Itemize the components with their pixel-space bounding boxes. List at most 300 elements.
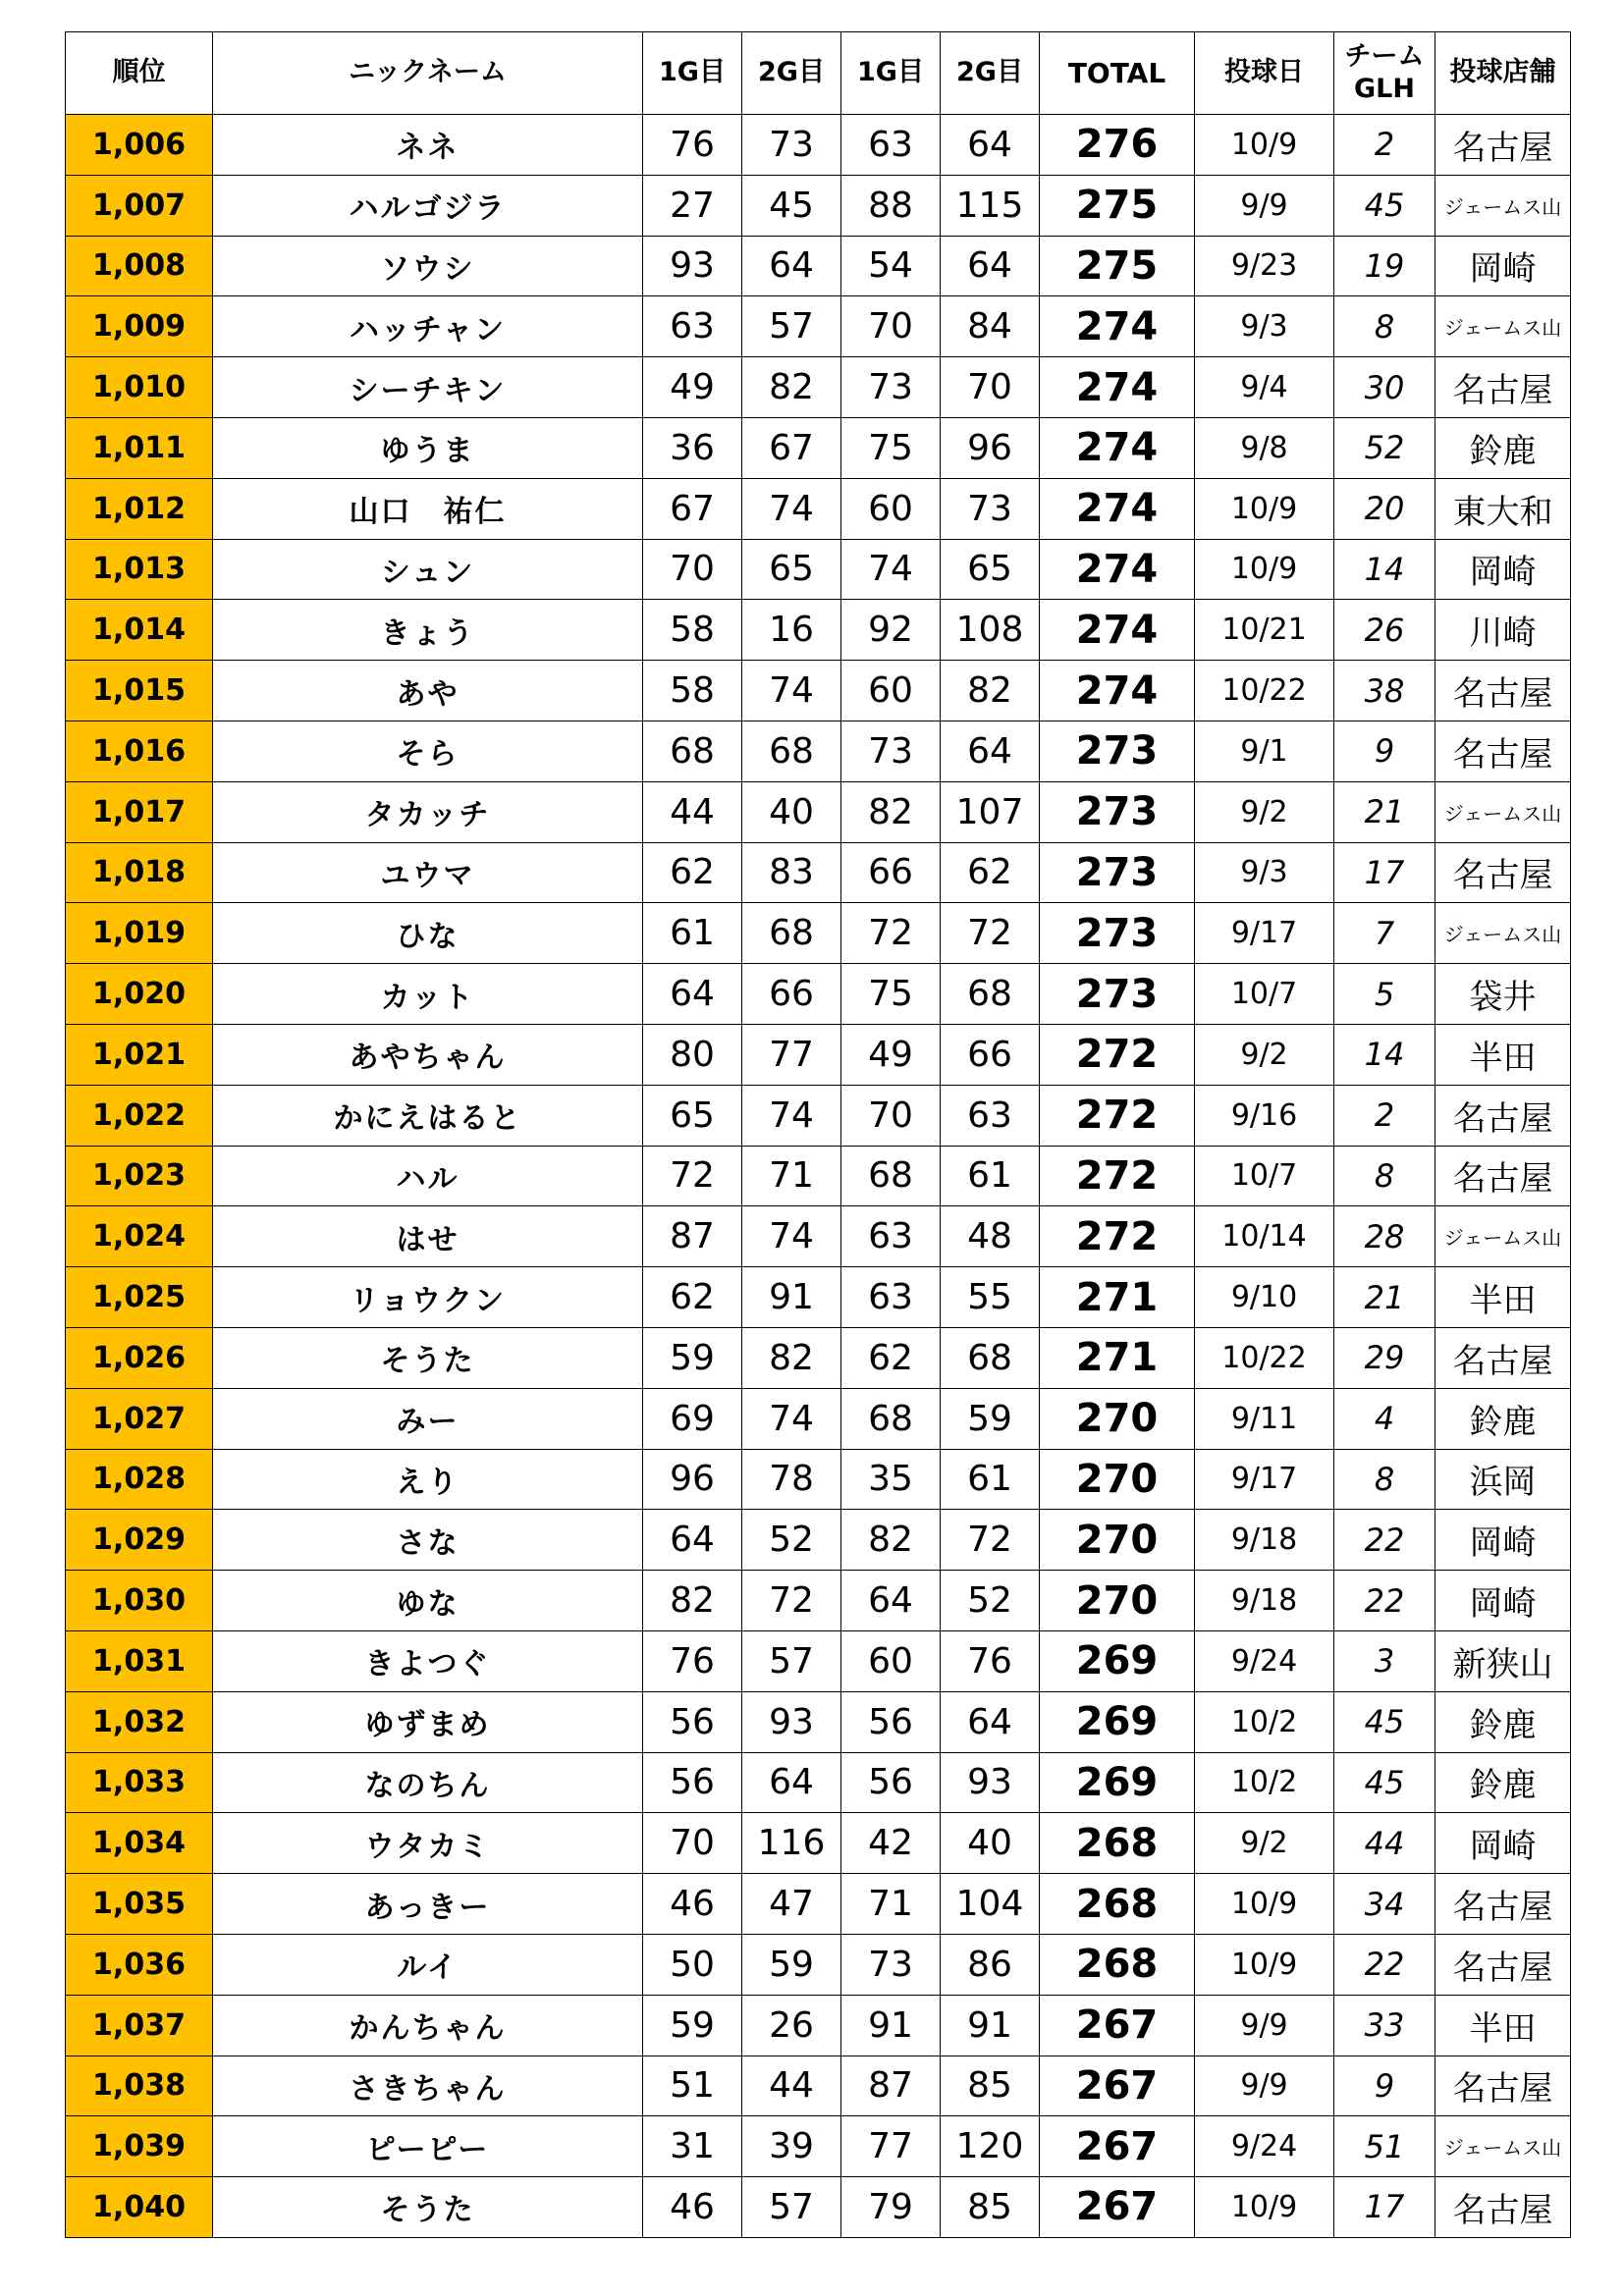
team-cell: 2 — [1334, 115, 1435, 176]
header-rank: 順位 — [66, 32, 213, 115]
date-cell: 10/2 — [1195, 1752, 1334, 1813]
game2-a-cell: 59 — [742, 1934, 841, 1995]
team-cell: 33 — [1334, 1995, 1435, 2056]
table-row — [66, 1024, 1571, 1085]
date-cell: 10/9 — [1195, 2177, 1334, 2238]
game2-a-cell: 64 — [742, 236, 841, 296]
rank-cell: 1,018 — [66, 842, 213, 903]
nickname-cell: シーチキン — [213, 357, 643, 418]
game2-a-cell: 93 — [742, 1691, 841, 1752]
game2-a-cell: 91 — [742, 1267, 841, 1328]
nickname-cell: はせ — [213, 1206, 643, 1267]
game2-a-cell: 52 — [742, 1510, 841, 1571]
store-cell: 名古屋 — [1435, 115, 1571, 176]
nickname-cell: さな — [213, 1510, 643, 1571]
header-game2-a: 2G目 — [742, 32, 841, 115]
game2-a-cell: 68 — [742, 721, 841, 781]
game2-a-cell: 78 — [742, 1449, 841, 1510]
team-cell: 26 — [1334, 600, 1435, 661]
store-cell: 名古屋 — [1435, 842, 1571, 903]
total-cell: 270 — [1040, 1571, 1195, 1631]
nickname-cell: ハルゴジラ — [213, 175, 643, 236]
game1-b-cell: 82 — [841, 1510, 941, 1571]
total-cell: 274 — [1040, 661, 1195, 721]
game2-a-cell: 68 — [742, 903, 841, 964]
rank-cell: 1,020 — [66, 964, 213, 1025]
rank-cell: 1,038 — [66, 2056, 213, 2116]
game2-a-cell: 74 — [742, 1206, 841, 1267]
total-cell: 273 — [1040, 842, 1195, 903]
store-cell: 岡崎 — [1435, 1813, 1571, 1874]
game2-b-cell: 107 — [941, 781, 1040, 842]
team-cell: 5 — [1334, 964, 1435, 1025]
game1-a-cell: 58 — [643, 600, 742, 661]
game1-a-cell: 36 — [643, 417, 742, 478]
date-cell: 9/9 — [1195, 2056, 1334, 2116]
game1-b-cell: 63 — [841, 1206, 941, 1267]
store-cell: 川崎 — [1435, 600, 1571, 661]
total-cell: 274 — [1040, 417, 1195, 478]
game1-b-cell: 60 — [841, 661, 941, 721]
game2-b-cell: 52 — [941, 1571, 1040, 1631]
date-cell: 9/18 — [1195, 1571, 1334, 1631]
rank-cell: 1,028 — [66, 1449, 213, 1510]
table-row — [66, 1874, 1571, 1935]
game2-b-cell: 85 — [941, 2056, 1040, 2116]
date-cell: 9/3 — [1195, 842, 1334, 903]
game2-a-cell: 47 — [742, 1874, 841, 1935]
table-row — [66, 1146, 1571, 1206]
table-row — [66, 357, 1571, 418]
game2-a-cell: 64 — [742, 1752, 841, 1813]
game2-b-cell: 68 — [941, 964, 1040, 1025]
total-cell: 274 — [1040, 478, 1195, 539]
game1-a-cell: 93 — [643, 236, 742, 296]
game2-a-cell: 83 — [742, 842, 841, 903]
nickname-cell: タカッチ — [213, 781, 643, 842]
date-cell: 9/11 — [1195, 1388, 1334, 1449]
rank-cell: 1,021 — [66, 1024, 213, 1085]
date-cell: 9/17 — [1195, 1449, 1334, 1510]
game1-b-cell: 68 — [841, 1146, 941, 1206]
game1-a-cell: 70 — [643, 539, 742, 600]
table-row — [66, 1206, 1571, 1267]
game1-b-cell: 68 — [841, 1388, 941, 1449]
table-row — [66, 1752, 1571, 1813]
table-row — [66, 1691, 1571, 1752]
game2-b-cell: 76 — [941, 1630, 1040, 1691]
rank-cell: 1,006 — [66, 115, 213, 176]
team-cell: 44 — [1334, 1813, 1435, 1874]
game2-a-cell: 74 — [742, 478, 841, 539]
team-cell: 17 — [1334, 842, 1435, 903]
team-cell: 21 — [1334, 781, 1435, 842]
game1-a-cell: 44 — [643, 781, 742, 842]
table-row — [66, 1571, 1571, 1631]
game1-a-cell: 65 — [643, 1085, 742, 1146]
total-cell: 276 — [1040, 115, 1195, 176]
game1-a-cell: 49 — [643, 357, 742, 418]
table-row — [66, 1388, 1571, 1449]
game1-b-cell: 42 — [841, 1813, 941, 1874]
header-row — [66, 32, 1571, 115]
game1-a-cell: 68 — [643, 721, 742, 781]
rank-cell: 1,024 — [66, 1206, 213, 1267]
table-row — [66, 115, 1571, 176]
team-cell: 22 — [1334, 1510, 1435, 1571]
table-row — [66, 721, 1571, 781]
total-cell: 270 — [1040, 1449, 1195, 1510]
game1-a-cell: 31 — [643, 2116, 742, 2177]
total-cell: 267 — [1040, 1995, 1195, 2056]
nickname-cell: かにえはると — [213, 1085, 643, 1146]
date-cell: 10/9 — [1195, 478, 1334, 539]
total-cell: 274 — [1040, 539, 1195, 600]
game2-b-cell: 61 — [941, 1449, 1040, 1510]
rank-cell: 1,040 — [66, 2177, 213, 2238]
header-store: 投球店舗 — [1435, 32, 1571, 115]
nickname-cell: あっきー — [213, 1874, 643, 1935]
game2-b-cell: 72 — [941, 903, 1040, 964]
team-cell: 3 — [1334, 1630, 1435, 1691]
game2-b-cell: 59 — [941, 1388, 1040, 1449]
rank-cell: 1,031 — [66, 1630, 213, 1691]
game1-b-cell: 63 — [841, 1267, 941, 1328]
date-cell: 9/10 — [1195, 1267, 1334, 1328]
date-cell: 9/9 — [1195, 1995, 1334, 2056]
rank-cell: 1,011 — [66, 417, 213, 478]
rank-cell: 1,012 — [66, 478, 213, 539]
game1-a-cell: 27 — [643, 175, 742, 236]
total-cell: 270 — [1040, 1388, 1195, 1449]
store-cell: 鈴鹿 — [1435, 417, 1571, 478]
date-cell: 9/23 — [1195, 236, 1334, 296]
team-cell: 51 — [1334, 2116, 1435, 2177]
game2-b-cell: 84 — [941, 296, 1040, 357]
game1-a-cell: 64 — [643, 1510, 742, 1571]
game1-a-cell: 61 — [643, 903, 742, 964]
game1-b-cell: 92 — [841, 600, 941, 661]
table-row — [66, 2056, 1571, 2116]
total-cell: 274 — [1040, 296, 1195, 357]
store-cell: 鈴鹿 — [1435, 1388, 1571, 1449]
game2-b-cell: 93 — [941, 1752, 1040, 1813]
date-cell: 9/17 — [1195, 903, 1334, 964]
rank-cell: 1,017 — [66, 781, 213, 842]
game1-b-cell: 56 — [841, 1752, 941, 1813]
rank-cell: 1,008 — [66, 236, 213, 296]
total-cell: 272 — [1040, 1146, 1195, 1206]
game2-b-cell: 61 — [941, 1146, 1040, 1206]
game1-a-cell: 58 — [643, 661, 742, 721]
store-cell: ジェームス山 — [1435, 1206, 1571, 1267]
game2-a-cell: 16 — [742, 600, 841, 661]
game2-a-cell: 67 — [742, 417, 841, 478]
date-cell: 10/9 — [1195, 1934, 1334, 1995]
nickname-cell: ハッチャン — [213, 296, 643, 357]
game1-a-cell: 96 — [643, 1449, 742, 1510]
game2-a-cell: 57 — [742, 2177, 841, 2238]
total-cell: 267 — [1040, 2177, 1195, 2238]
nickname-cell: ネネ — [213, 115, 643, 176]
game2-a-cell: 74 — [742, 661, 841, 721]
date-cell: 10/9 — [1195, 115, 1334, 176]
game1-a-cell: 59 — [643, 1327, 742, 1388]
team-cell: 45 — [1334, 1752, 1435, 1813]
store-cell: ジェームス山 — [1435, 175, 1571, 236]
date-cell: 10/22 — [1195, 1327, 1334, 1388]
total-cell: 269 — [1040, 1630, 1195, 1691]
game1-b-cell: 71 — [841, 1874, 941, 1935]
game1-a-cell: 64 — [643, 964, 742, 1025]
rank-cell: 1,029 — [66, 1510, 213, 1571]
table-row — [66, 1449, 1571, 1510]
game2-b-cell: 73 — [941, 478, 1040, 539]
game1-b-cell: 63 — [841, 115, 941, 176]
table-row — [66, 1085, 1571, 1146]
store-cell: 袋井 — [1435, 964, 1571, 1025]
game1-a-cell: 87 — [643, 1206, 742, 1267]
game2-a-cell: 66 — [742, 964, 841, 1025]
team-cell: 14 — [1334, 539, 1435, 600]
game1-b-cell: 62 — [841, 1327, 941, 1388]
game1-b-cell: 64 — [841, 1571, 941, 1631]
game2-b-cell: 85 — [941, 2177, 1040, 2238]
game1-b-cell: 75 — [841, 964, 941, 1025]
game1-a-cell: 67 — [643, 478, 742, 539]
header-team — [1334, 32, 1435, 115]
game1-b-cell: 73 — [841, 721, 941, 781]
game2-b-cell: 104 — [941, 1874, 1040, 1935]
store-cell: 鈴鹿 — [1435, 1752, 1571, 1813]
game1-a-cell: 56 — [643, 1691, 742, 1752]
game1-a-cell: 76 — [643, 1630, 742, 1691]
nickname-cell: きょう — [213, 600, 643, 661]
game1-b-cell: 77 — [841, 2116, 941, 2177]
game1-b-cell: 75 — [841, 417, 941, 478]
game2-b-cell: 72 — [941, 1510, 1040, 1571]
game1-b-cell: 35 — [841, 1449, 941, 1510]
game2-a-cell: 74 — [742, 1085, 841, 1146]
total-cell: 272 — [1040, 1085, 1195, 1146]
store-cell: 半田 — [1435, 1024, 1571, 1085]
table-row — [66, 600, 1571, 661]
store-cell: 名古屋 — [1435, 357, 1571, 418]
game2-b-cell: 64 — [941, 236, 1040, 296]
team-cell: 52 — [1334, 417, 1435, 478]
date-cell: 9/24 — [1195, 2116, 1334, 2177]
store-cell: 岡崎 — [1435, 1510, 1571, 1571]
game2-b-cell: 64 — [941, 115, 1040, 176]
nickname-cell: そら — [213, 721, 643, 781]
total-cell: 267 — [1040, 2056, 1195, 2116]
game2-b-cell: 68 — [941, 1327, 1040, 1388]
game1-a-cell: 46 — [643, 2177, 742, 2238]
game2-b-cell: 82 — [941, 661, 1040, 721]
team-cell: 4 — [1334, 1388, 1435, 1449]
rank-cell: 1,036 — [66, 1934, 213, 1995]
store-cell: 岡崎 — [1435, 539, 1571, 600]
total-cell: 271 — [1040, 1267, 1195, 1328]
nickname-cell: みー — [213, 1388, 643, 1449]
table-row — [66, 842, 1571, 903]
store-cell: 東大和 — [1435, 478, 1571, 539]
rank-cell: 1,010 — [66, 357, 213, 418]
game2-a-cell: 45 — [742, 175, 841, 236]
game1-b-cell: 73 — [841, 1934, 941, 1995]
nickname-cell: あや — [213, 661, 643, 721]
store-cell: 新狭山 — [1435, 1630, 1571, 1691]
table-row — [66, 964, 1571, 1025]
date-cell: 9/4 — [1195, 357, 1334, 418]
game2-b-cell: 62 — [941, 842, 1040, 903]
store-cell: 半田 — [1435, 1267, 1571, 1328]
game1-b-cell: 56 — [841, 1691, 941, 1752]
game2-b-cell: 108 — [941, 600, 1040, 661]
store-cell: 名古屋 — [1435, 2177, 1571, 2238]
table-row — [66, 903, 1571, 964]
nickname-cell: ゆずまめ — [213, 1691, 643, 1752]
game1-a-cell: 69 — [643, 1388, 742, 1449]
header-game1-b: 1G目 — [841, 32, 941, 115]
store-cell: 名古屋 — [1435, 1327, 1571, 1388]
game1-b-cell: 79 — [841, 2177, 941, 2238]
date-cell: 9/2 — [1195, 781, 1334, 842]
total-cell: 272 — [1040, 1206, 1195, 1267]
date-cell: 10/9 — [1195, 1874, 1334, 1935]
game2-a-cell: 40 — [742, 781, 841, 842]
game2-a-cell: 74 — [742, 1388, 841, 1449]
nickname-cell: ピーピー — [213, 2116, 643, 2177]
total-cell: 275 — [1040, 175, 1195, 236]
table-row — [66, 1327, 1571, 1388]
game1-a-cell: 50 — [643, 1934, 742, 1995]
team-cell: 30 — [1334, 357, 1435, 418]
store-cell: 名古屋 — [1435, 2056, 1571, 2116]
total-cell: 272 — [1040, 1024, 1195, 1085]
nickname-cell: ひな — [213, 903, 643, 964]
game2-a-cell: 73 — [742, 115, 841, 176]
nickname-cell: かんちゃん — [213, 1995, 643, 2056]
game1-b-cell: 88 — [841, 175, 941, 236]
game1-b-cell: 54 — [841, 236, 941, 296]
store-cell: ジェームス山 — [1435, 296, 1571, 357]
nickname-cell: ウタカミ — [213, 1813, 643, 1874]
team-cell: 29 — [1334, 1327, 1435, 1388]
game2-a-cell: 77 — [742, 1024, 841, 1085]
game1-a-cell: 56 — [643, 1752, 742, 1813]
game2-a-cell: 82 — [742, 1327, 841, 1388]
nickname-cell: ハル — [213, 1146, 643, 1206]
store-cell: ジェームス山 — [1435, 781, 1571, 842]
game1-b-cell: 66 — [841, 842, 941, 903]
store-cell: 名古屋 — [1435, 1934, 1571, 1995]
table-row — [66, 236, 1571, 296]
game2-b-cell: 70 — [941, 357, 1040, 418]
game1-a-cell: 80 — [643, 1024, 742, 1085]
game2-a-cell: 57 — [742, 296, 841, 357]
nickname-cell: リョウクン — [213, 1267, 643, 1328]
table-row — [66, 296, 1571, 357]
store-cell: 浜岡 — [1435, 1449, 1571, 1510]
date-cell: 9/1 — [1195, 721, 1334, 781]
game2-b-cell: 91 — [941, 1995, 1040, 2056]
team-cell: 8 — [1334, 1146, 1435, 1206]
game2-a-cell: 82 — [742, 357, 841, 418]
rank-cell: 1,023 — [66, 1146, 213, 1206]
team-cell: 7 — [1334, 903, 1435, 964]
game2-a-cell: 26 — [742, 1995, 841, 2056]
nickname-cell: そうた — [213, 1327, 643, 1388]
nickname-cell: そうた — [213, 2177, 643, 2238]
date-cell: 10/22 — [1195, 661, 1334, 721]
date-cell: 10/21 — [1195, 600, 1334, 661]
total-cell: 268 — [1040, 1934, 1195, 1995]
game1-b-cell: 72 — [841, 903, 941, 964]
team-cell: 28 — [1334, 1206, 1435, 1267]
game2-a-cell: 39 — [742, 2116, 841, 2177]
game2-a-cell: 71 — [742, 1146, 841, 1206]
game1-a-cell: 70 — [643, 1813, 742, 1874]
header-team-line1: チーム — [1344, 41, 1425, 73]
game1-a-cell: 62 — [643, 842, 742, 903]
header-game2-b: 2G目 — [941, 32, 1040, 115]
nickname-cell: シュン — [213, 539, 643, 600]
store-cell: 名古屋 — [1435, 661, 1571, 721]
team-cell: 34 — [1334, 1874, 1435, 1935]
table-row — [66, 2177, 1571, 2238]
game1-b-cell: 74 — [841, 539, 941, 600]
total-cell: 273 — [1040, 781, 1195, 842]
rank-cell: 1,019 — [66, 903, 213, 964]
store-cell: 名古屋 — [1435, 1874, 1571, 1935]
game2-a-cell: 57 — [742, 1630, 841, 1691]
rank-cell: 1,032 — [66, 1691, 213, 1752]
date-cell: 10/14 — [1195, 1206, 1334, 1267]
total-cell: 269 — [1040, 1752, 1195, 1813]
date-cell: 9/8 — [1195, 417, 1334, 478]
total-cell: 271 — [1040, 1327, 1195, 1388]
team-cell: 9 — [1334, 2056, 1435, 2116]
header-game1-a: 1G目 — [643, 32, 742, 115]
team-cell: 8 — [1334, 296, 1435, 357]
game1-b-cell: 60 — [841, 1630, 941, 1691]
team-cell: 8 — [1334, 1449, 1435, 1510]
table-row — [66, 1995, 1571, 2056]
game2-b-cell: 86 — [941, 1934, 1040, 1995]
store-cell: 鈴鹿 — [1435, 1691, 1571, 1752]
date-cell: 9/2 — [1195, 1813, 1334, 1874]
game1-b-cell: 70 — [841, 296, 941, 357]
date-cell: 9/16 — [1195, 1085, 1334, 1146]
nickname-cell: えり — [213, 1449, 643, 1510]
team-cell: 2 — [1334, 1085, 1435, 1146]
rank-cell: 1,039 — [66, 2116, 213, 2177]
nickname-cell: ゆな — [213, 1571, 643, 1631]
table-body — [66, 115, 1571, 2238]
header-date: 投球日 — [1195, 32, 1334, 115]
nickname-cell: ユウマ — [213, 842, 643, 903]
total-cell: 269 — [1040, 1691, 1195, 1752]
total-cell: 270 — [1040, 1510, 1195, 1571]
team-cell: 45 — [1334, 175, 1435, 236]
date-cell: 10/7 — [1195, 964, 1334, 1025]
game1-b-cell: 60 — [841, 478, 941, 539]
total-cell: 273 — [1040, 903, 1195, 964]
store-cell: 名古屋 — [1435, 1085, 1571, 1146]
nickname-cell: 山口 祐仁 — [213, 478, 643, 539]
game2-b-cell: 66 — [941, 1024, 1040, 1085]
